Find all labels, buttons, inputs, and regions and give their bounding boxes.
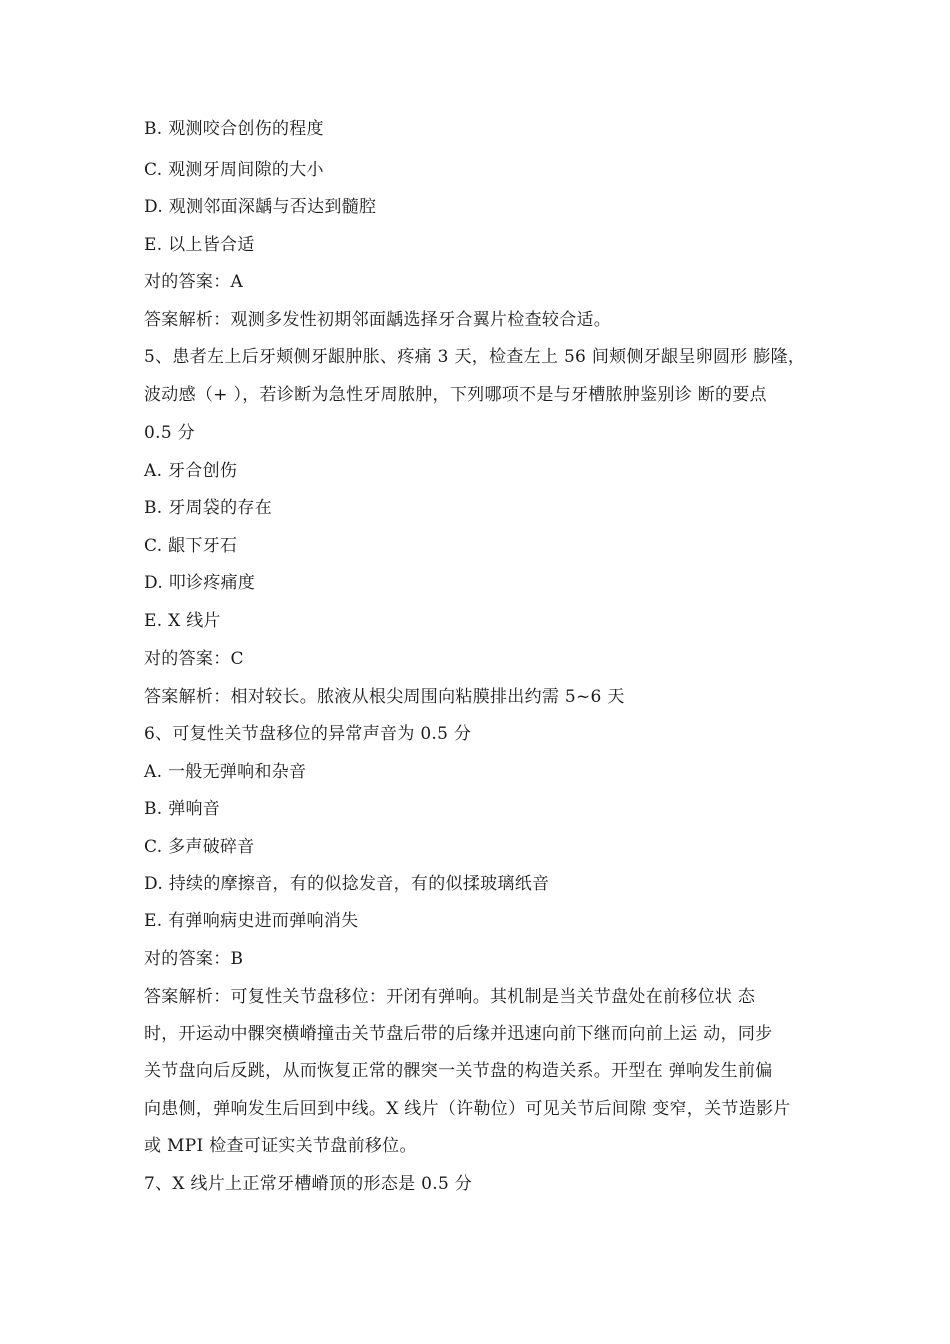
question-5-line-2: 波动感（+ ），若诊断为急性牙周脓肿，下列哪项不是与牙槽脓肿鉴别诊 断的要点 [144,385,767,405]
explanation-q5: 答案解析：相对较长。脓液从根尖周围向粘膜排出约需 5~6 天 [144,687,625,707]
option-d-q4: D. 观测邻面深龋与否达到髓腔 [144,197,377,217]
option-d-q5: D. 叩诊疼痛度 [144,573,256,593]
question-6: 6、可复性关节盘移位的异常声音为 0.5 分 [144,724,472,744]
answer-q5: 对的答案：C [144,649,244,669]
question-5-line-1: 5、患者左上后牙颊侧牙龈肿胀、疼痛 3 天，检查左上 56 间颊侧牙龈呈卵圆形 膨隆， [144,347,806,367]
option-e-q5: E. X 线片 [144,611,221,631]
question-7: 7、X 线片上正常牙槽嵴顶的形态是 0.5 分 [144,1174,473,1194]
option-b-q4: B. 观测咬合创伤的程度 [144,119,324,139]
option-b-q6: B. 弹响音 [144,799,221,819]
option-e-q4: E. 以上皆合适 [144,235,255,255]
option-d-q6: D. 持续的摩擦音，有的似捻发音，有的似揉玻璃纸音 [144,874,550,894]
option-a-q6: A. 一般无弹响和杂音 [144,762,307,782]
explanation-q6-line-1: 答案解析：可复性关节盘移位：开闭有弹响。其机制是当关节盘处在前移位状 态 [144,987,756,1007]
explanation-q6-line-4: 向患侧，弹响发生后回到中线。X 线片（许勒位）可见关节后间隙 变窄，关节造影片 [144,1099,791,1119]
explanation-q6-line-2: 时，开运动中髁突横嵴撞击关节盘后带的后缘并迅速向前下继而向前上运 动，同步 [144,1024,773,1044]
explanation-q6-line-5: 或 MPI 检查可证实关节盘前移位。 [144,1136,417,1156]
option-c-q4: C. 观测牙周间隙的大小 [144,160,324,180]
option-c-q5: C. 龈下牙石 [144,536,238,556]
option-c-q6: C. 多声破碎音 [144,837,255,857]
answer-q4: 对的答案：A [144,272,244,292]
question-5-score: 0.5 分 [144,423,195,443]
explanation-q6-line-3: 关节盘向后反跳，从而恢复正常的髁突一关节盘的构造关系。开型在 弹响发生前偏 [144,1061,773,1081]
option-b-q5: B. 牙周袋的存在 [144,498,272,518]
option-a-q5: A. 牙合创伤 [144,461,238,481]
explanation-q4: 答案解析：观测多发性初期邻面龋选择牙合翼片检查较合适。 [144,310,612,330]
option-e-q6: E. 有弹响病史进而弹响消失 [144,911,359,931]
answer-q6: 对的答案：B [144,949,244,969]
